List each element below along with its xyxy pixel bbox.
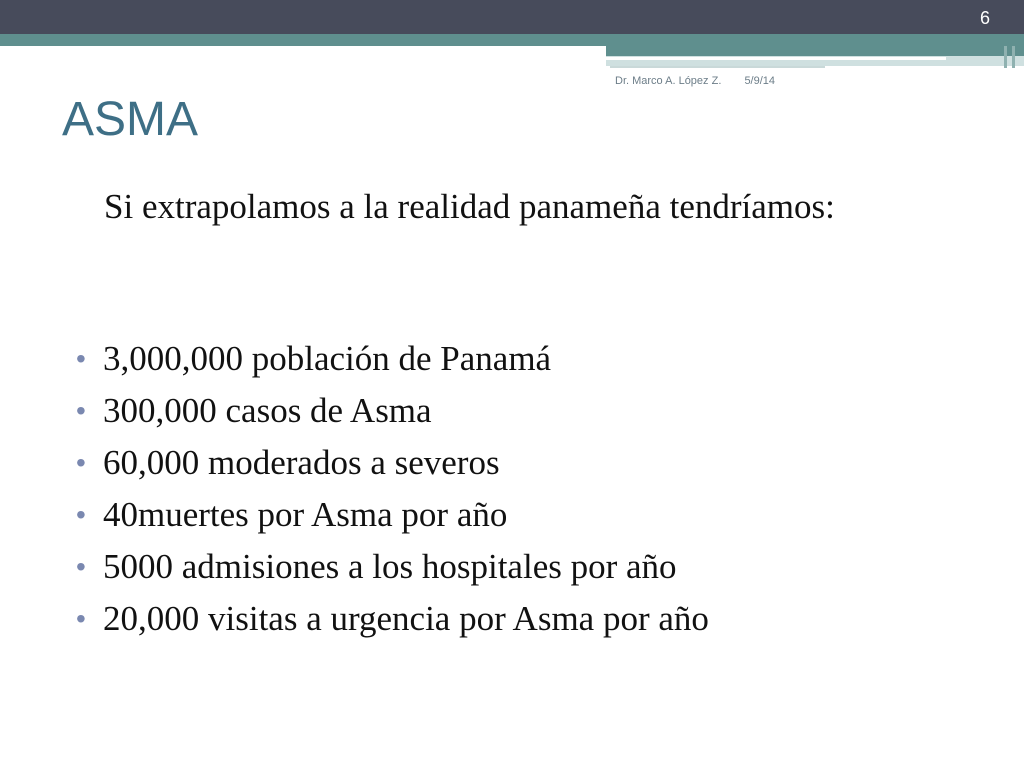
- list-item: [70, 336, 709, 388]
- bullet-text: 20,000 visitas a urgencia por Asma por año: [103, 599, 709, 638]
- list-item: [70, 492, 709, 544]
- slide-number: 6: [979, 8, 990, 28]
- bullet-text: 40muertes por Asma por año: [103, 495, 508, 534]
- list-item: [70, 544, 709, 596]
- bullet-icon: •: [76, 447, 86, 478]
- bullet-text: 5000 admisiones a los hospitales por año: [103, 547, 677, 586]
- bullet-icon: •: [76, 395, 86, 426]
- header-accent-line: [606, 57, 946, 60]
- slide-meta: [615, 75, 775, 87]
- bullet-text: 60,000 moderados a severos: [103, 443, 500, 482]
- list-item: [70, 596, 709, 648]
- header-accent-tab: [606, 46, 1024, 56]
- header-accent-band: [0, 34, 1024, 46]
- header-edge-line: [1004, 46, 1007, 68]
- bullet-text: 3,000,000 población de Panamá: [103, 339, 552, 378]
- header-thin-line: [610, 66, 825, 68]
- date-label: 5/9/14: [744, 75, 776, 87]
- bullet-icon: •: [76, 603, 86, 634]
- bullet-icon: •: [76, 343, 86, 374]
- bullet-list: [70, 336, 709, 648]
- header-edge-line: [1012, 46, 1015, 68]
- list-item: [70, 388, 709, 440]
- slide-title: ASMA: [62, 93, 199, 146]
- intro-text: Si extrapolamos a la realidad panameña tendríamos:: [104, 187, 835, 226]
- author-label: Dr. Marco A. López Z.: [615, 75, 722, 87]
- list-item: [70, 440, 709, 492]
- header-bar: [0, 0, 1024, 34]
- bullet-text: 300,000 casos de Asma: [103, 391, 432, 430]
- bullet-icon: •: [76, 551, 86, 582]
- bullet-icon: •: [76, 499, 86, 530]
